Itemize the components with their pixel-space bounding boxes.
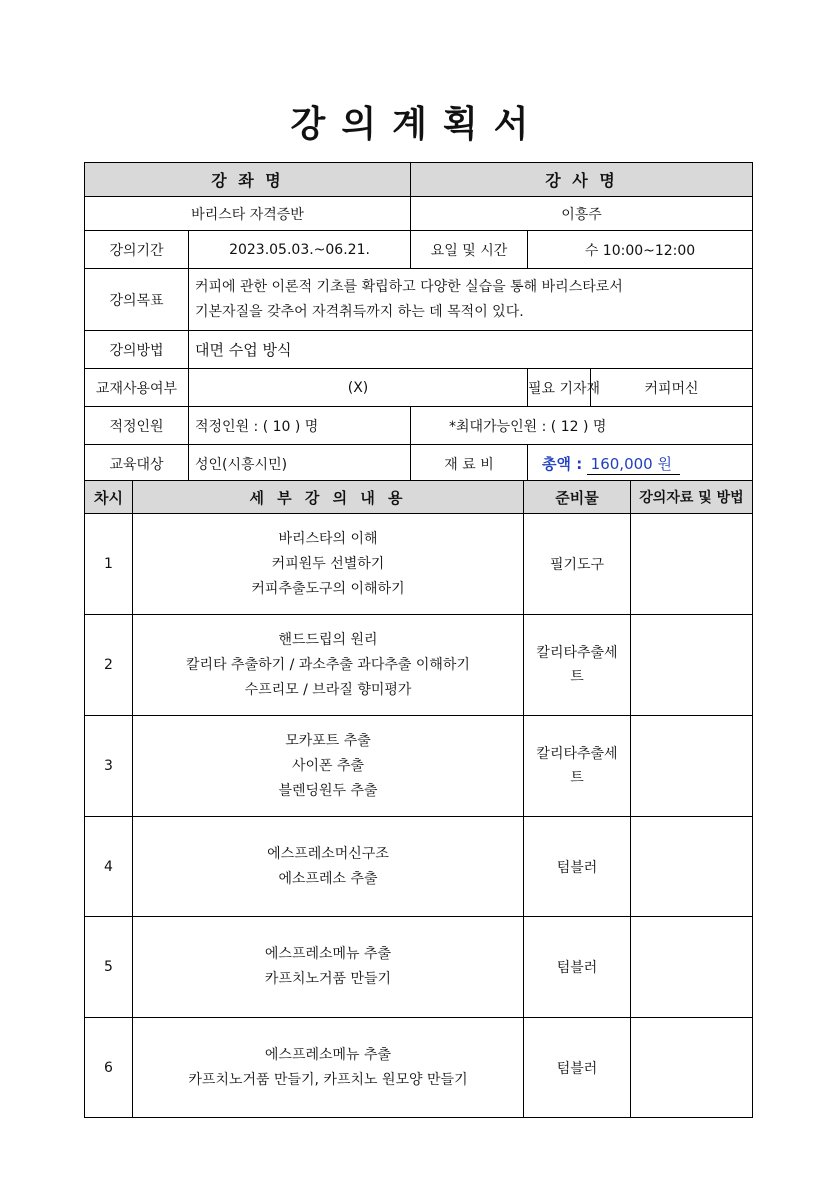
session-materials [631,917,753,1018]
instructor-header: 강 사 명 [411,163,753,197]
total-amount: 160,000 원 [587,455,680,475]
content-line: 칼리타 추출하기 / 과소추출 과다추출 이해하기 [186,656,470,673]
session-materials [631,1018,753,1118]
session-prep: 칼리타추출세트 [524,716,631,817]
session-number: 3 [85,716,133,817]
session-number: 4 [85,817,133,917]
content-line: 커피추출도구의 이해하기 [251,580,405,597]
schedule-table [84,480,753,1118]
session-content [133,615,524,716]
fee-value [528,445,753,483]
header-row [85,163,753,197]
session-prep: 칼리타추출세트 [524,615,631,716]
session-content [133,716,524,817]
capacity-label: 적정인원 [85,407,189,445]
content-line: 에스프레소메뉴 추출 [264,1046,392,1063]
period-label: 강의기간 [85,231,189,269]
table-row [85,514,753,615]
table-row [85,917,753,1018]
instructor-name: 이흥주 [411,197,753,231]
period-value: 2023.05.03.~06.21. [189,231,411,269]
content-line: 카프치노거품 만들기 [264,971,392,987]
equipment-value: 커피머신 [591,369,753,407]
table-row [85,615,753,716]
goal-line-1: 커피에 관한 이론적 기초를 확립하고 다양한 실습을 통해 바리스타로서 [195,278,623,295]
content-line: 에소프레소 추출 [278,870,378,887]
session-content [133,917,524,1018]
page-title: 강의계획서 [290,104,545,145]
content-line: 수프리모 / 브라질 향미평가 [244,681,412,698]
course-name-header: 강 좌 명 [85,163,411,197]
content-line: 모카포트 추출 [285,732,371,749]
textbook-value: (X) [189,369,528,407]
course-name: 바리스타 자격증반 [85,197,411,231]
content-line: 바리스타의 이해 [278,530,378,547]
session-content [133,817,524,917]
session-number: 5 [85,917,133,1018]
goal-line-2: 기본자질을 갖추어 자격취득까지 하는 데 목적이 있다. [195,303,524,320]
content-line: 에스프레소머신구조 [267,845,389,862]
content-line: 사이폰 추출 [291,757,365,774]
table-row [85,817,753,917]
course-info-table [84,162,753,483]
session-content [133,514,524,615]
content-line: 커피원두 선별하기 [271,555,385,572]
target-value: 성인(시흥시민) [189,445,411,483]
method-value: 대면 수업 방식 [189,331,753,369]
session-prep: 텀블러 [524,1018,631,1118]
day-time-label: 요일 및 시간 [411,231,528,269]
method-row [85,331,753,369]
equipment-label: 필요 기자재 [528,369,591,407]
fee-label: 재 료 비 [411,445,528,483]
content-line: 블렌딩원두 추출 [278,782,378,799]
goal-label: 강의목표 [85,269,189,331]
session-materials [631,615,753,716]
content-line: 카프치노거품 만들기, 카프치노 원모양 만들기 [188,1071,468,1088]
max-capacity-value: *최대가능인원 : ( 12 ) 명 [411,407,753,445]
textbook-label: 교재사용여부 [85,369,189,407]
session-prep: 텀블러 [524,817,631,917]
session-number: 6 [85,1018,133,1118]
session-header: 차시 [85,481,133,514]
goal-row [85,269,753,331]
content-line: 에스프레소메뉴 추출 [264,946,392,962]
content-line: 핸드드립의 원리 [278,631,378,648]
goal-value [189,269,753,331]
session-materials [631,817,753,917]
session-number: 1 [85,514,133,615]
materials-header: 강의자료 및 방법 [631,481,753,514]
capacity-row [85,407,753,445]
table-row [85,716,753,817]
prep-header: 준비물 [524,481,631,514]
content-header: 세 부 강 의 내 용 [133,481,524,514]
table-row [85,1018,753,1118]
session-prep: 텀블러 [524,917,631,1018]
course-row [85,197,753,231]
capacity-value: 적정인원 : ( 10 ) 명 [189,407,411,445]
session-number: 2 [85,615,133,716]
textbook-row [85,369,753,407]
day-time-value: 수 10:00~12:00 [528,231,753,269]
total-label: 총액 : [542,455,583,473]
method-label: 강의방법 [85,331,189,369]
target-label: 교육대상 [85,445,189,483]
session-content [133,1018,524,1118]
session-materials [631,514,753,615]
target-row [85,445,753,483]
session-prep: 필기도구 [524,514,631,615]
session-materials [631,716,753,817]
schedule-header-row [85,481,753,514]
period-row [85,231,753,269]
